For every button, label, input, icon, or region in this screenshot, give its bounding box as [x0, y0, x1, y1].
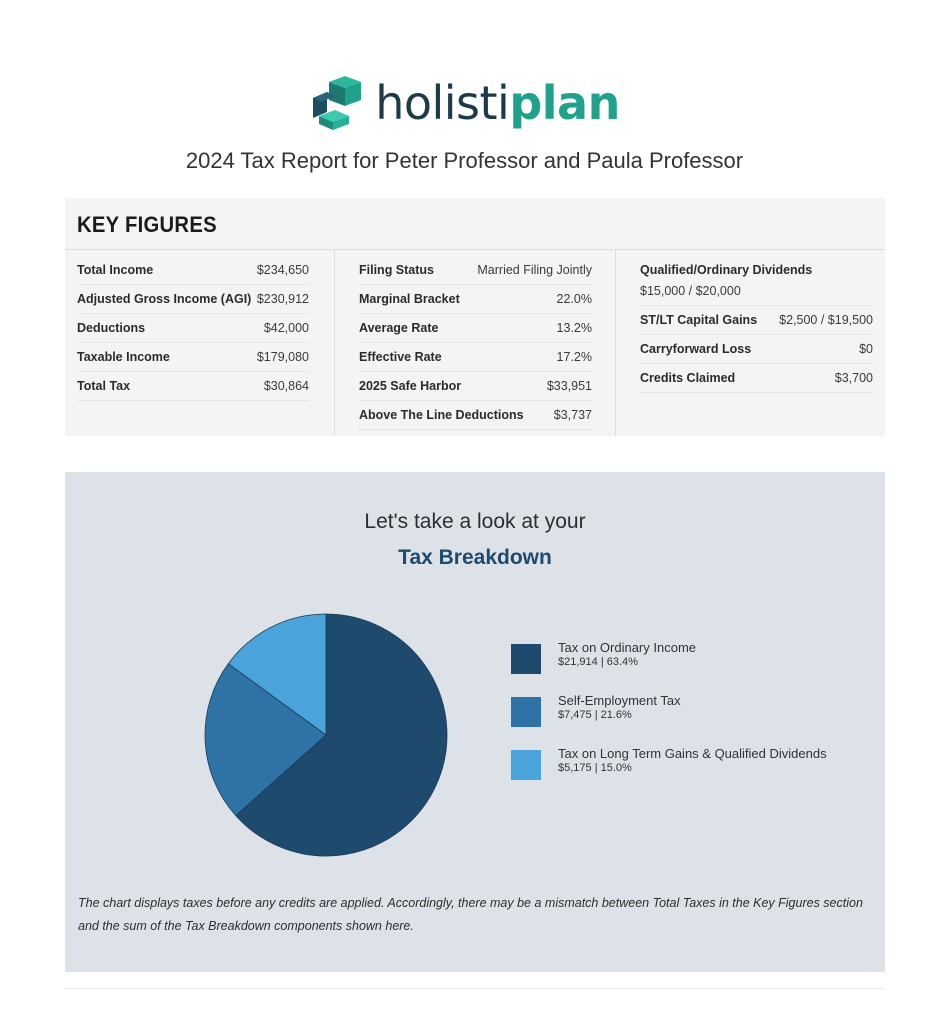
figure-row-above-line-deductions: Above The Line Deductions $3,737 [359, 401, 592, 430]
divider [65, 988, 885, 989]
figure-row-agi: Adjusted Gross Income (AGI) $230,912 [77, 285, 309, 314]
legend-swatch [511, 750, 541, 780]
tax-breakdown-pie-chart [203, 612, 449, 858]
figure-row-average-rate: Average Rate 13.2% [359, 314, 592, 343]
figure-row-credits-claimed: Credits Claimed $3,700 [640, 364, 873, 393]
tax-breakdown-intro: Let's take a look at your [364, 510, 586, 533]
figure-row-effective-rate: Effective Rate 17.2% [359, 343, 592, 372]
key-figures-panel [65, 198, 885, 436]
key-figures-header [65, 198, 885, 250]
legend-swatch [511, 644, 541, 674]
brand-logo [0, 74, 929, 132]
brand-wordmark: holistiplan [375, 76, 620, 130]
figure-row-dividends: Qualified/Ordinary Dividends $15,000 / $20,000 [640, 256, 873, 306]
holistiplan-cube-icon [309, 74, 367, 132]
key-figures-column-income [65, 250, 335, 436]
chart-footnote: The chart displays taxes before any credits are applied. Accordingly, there may be a mismatch between Total Taxes in the Key Figures section and the sum of the Tax Breakdown components shown here. [78, 896, 863, 933]
legend-item-ordinary-income: Tax on Ordinary Income $21,914 | 63.4% [511, 640, 827, 693]
figure-row-total-tax: Total Tax $30,864 [77, 372, 309, 401]
key-figures-title: KEY FIGURES [77, 212, 217, 237]
figure-row-taxable-income: Taxable Income $179,080 [77, 343, 309, 372]
chart-legend [511, 640, 827, 799]
key-figures-columns [65, 250, 885, 436]
key-figures-column-rates [335, 250, 616, 436]
tax-breakdown-panel [65, 472, 885, 972]
report-title: 2024 Tax Report for Peter Professor and Paula Professor [185, 148, 744, 173]
figure-row-carryforward-loss: Carryforward Loss $0 [640, 335, 873, 364]
figure-row-total-income: Total Income $234,650 [77, 256, 309, 285]
figure-row-deductions: Deductions $42,000 [77, 314, 309, 343]
legend-item-long-term-gains: Tax on Long Term Gains & Qualified Dividends $5,175 | 15.0% [511, 746, 827, 799]
tax-breakdown-title: Tax Breakdown [398, 546, 552, 569]
figure-row-filing-status: Filing Status Married Filing Jointly [359, 256, 592, 285]
figure-row-capital-gains: ST/LT Capital Gains $2,500 / $19,500 [640, 306, 873, 335]
key-figures-column-investments [616, 250, 885, 436]
legend-swatch [511, 697, 541, 727]
figure-row-marginal-bracket: Marginal Bracket 22.0% [359, 285, 592, 314]
figure-row-safe-harbor: 2025 Safe Harbor $33,951 [359, 372, 592, 401]
legend-item-self-employment: Self-Employment Tax $7,475 | 21.6% [511, 693, 827, 746]
